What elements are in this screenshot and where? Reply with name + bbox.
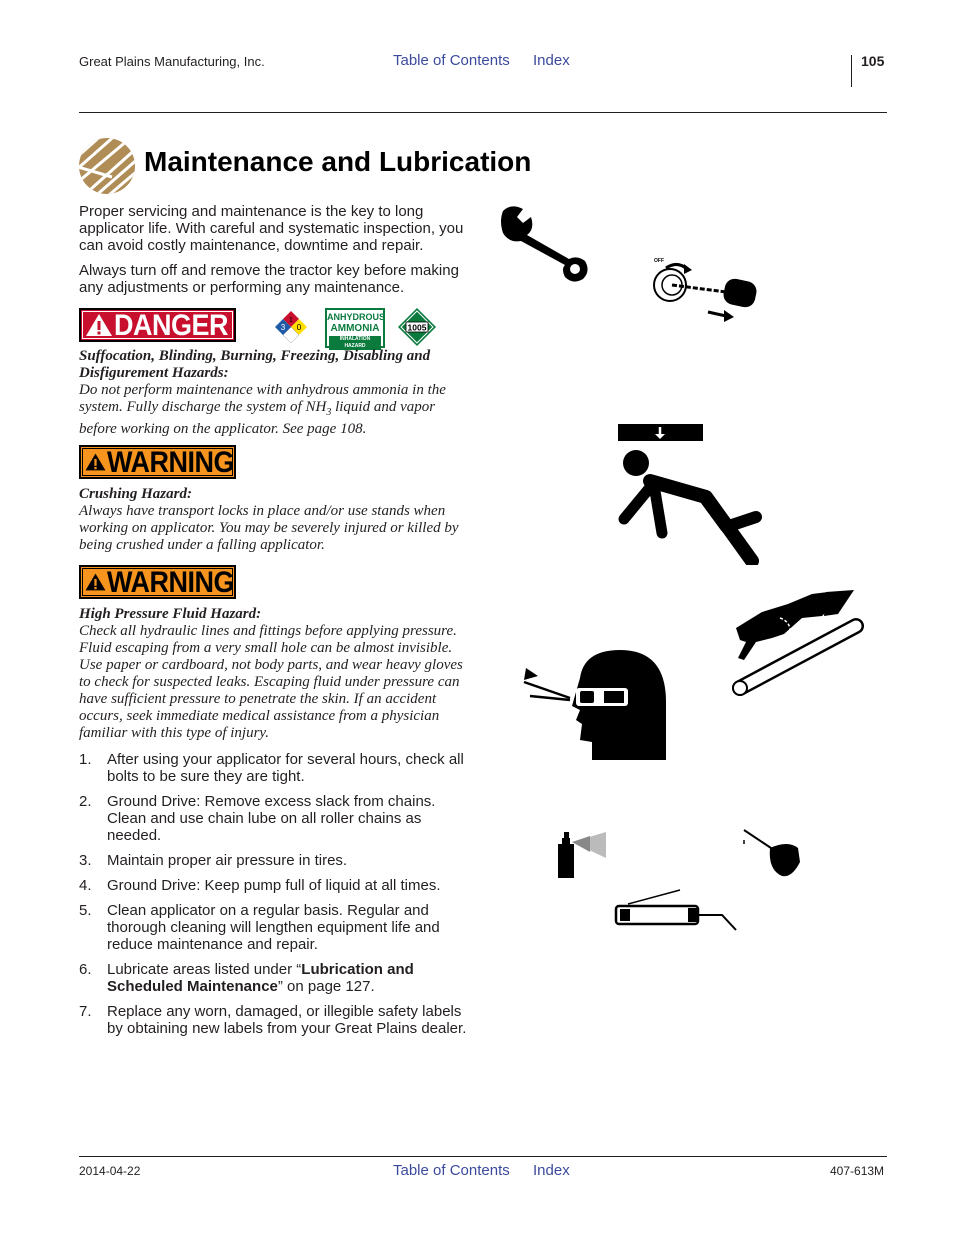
danger-signal-label <box>79 308 236 342</box>
eye-protection-icon <box>520 648 668 764</box>
nfpa-reactivity: 0 <box>296 323 302 332</box>
list-item-text: Clean applicator on a regular basis. Regular and thorough cleaning will lengthen equipment life and reduce maintenance and repair. <box>107 902 440 953</box>
list-item-number: 4. <box>79 877 92 894</box>
intro-paragraph: Proper servicing and maintenance is the key to long applicator life. With careful and systematic inspection, you can avoid costly maintenance, downtime and repair. <box>79 203 464 254</box>
un-placard-icon <box>397 307 437 347</box>
page-title: Maintenance and Lubrication <box>144 146 532 177</box>
header-toc-link[interactable]: Table of Contents <box>393 52 510 69</box>
grease-gun-icon <box>610 886 740 934</box>
list-item-number: 6. <box>79 961 92 978</box>
footer-date: 2014-04-22 <box>79 1164 141 1178</box>
fluid-injection-hand-icon <box>732 588 864 700</box>
list-item <box>79 961 474 995</box>
list-item <box>79 793 474 844</box>
list-item <box>79 1003 474 1037</box>
section-logo-icon <box>78 137 136 195</box>
alert-triangle-icon <box>84 449 107 475</box>
list-item-text: After using your applicator for several hours, check all bolts to be sure they are tight. <box>107 751 464 785</box>
ammonia-line3: INHALATION HAZARD <box>329 336 381 350</box>
hazard-body: Always have transport locks in place and/or use stands when working on applicator. You may be severely injured or killed by being crushed under a falling applicator. <box>79 503 459 553</box>
alert-triangle-icon <box>84 312 114 338</box>
list-item-text: Ground Drive: Keep pump full of liquid at all times. <box>107 877 441 894</box>
nfpa-health: 3 <box>280 323 286 332</box>
page-number: 105 <box>861 53 885 69</box>
warning-signal-label <box>79 565 236 599</box>
list-item-number: 2. <box>79 793 92 810</box>
list-item <box>79 877 474 894</box>
alert-triangle-icon <box>84 569 107 595</box>
footer-rule <box>79 1156 887 1157</box>
intro-paragraph: Always turn off and remove the tractor key before making any adjustments or performing any maintenance. <box>79 262 459 296</box>
hazard-body-text: Do not perform maintenance with anhydrous ammonia in the system. Fully discharge the system of NH <box>79 382 446 415</box>
ammonia-line1: ANHYDROUS <box>327 312 386 322</box>
header-company: Great Plains Manufacturing, Inc. <box>79 54 265 69</box>
header-rule <box>79 112 887 113</box>
list-item-text: Replace any worn, damaged, or illegible safety labels by obtaining new labels from your Great Plains dealer. <box>107 1003 467 1037</box>
hazard-body-text: liquid and vapor before working on the applicator. See page 108. <box>79 399 436 437</box>
warning-text: WARNING <box>107 444 234 478</box>
ammonia-label <box>325 308 385 348</box>
ammonia-line2: AMMONIA <box>330 323 380 334</box>
header-divider <box>851 55 852 87</box>
oil-can-icon <box>740 826 802 878</box>
list-item <box>79 852 474 869</box>
crushing-hazard-icon <box>616 423 766 565</box>
danger-text: DANGER <box>114 307 229 341</box>
list-item-number: 5. <box>79 902 92 919</box>
list-item-text-part: ” on page 127. <box>277 978 375 995</box>
header-index-link[interactable]: Index <box>533 52 570 69</box>
warning-text: WARNING <box>107 564 234 598</box>
warning-signal-label <box>79 445 236 479</box>
maintenance-steps-list <box>79 751 474 1045</box>
list-item-text-part: Lubricate areas listed under “ <box>107 961 302 978</box>
wrench-icon <box>497 203 591 283</box>
hazard-title: Crushing Hazard: <box>79 486 192 502</box>
list-item-text: Ground Drive: Remove excess slack from chains. Clean and use chain lube on all roller chains as needed. <box>107 793 436 844</box>
spray-can-icon <box>556 830 610 878</box>
ignition-key-icon <box>648 252 760 324</box>
nfpa-diamond-icon <box>274 310 308 344</box>
list-item-number: 7. <box>79 1003 92 1020</box>
list-item-number: 3. <box>79 852 92 869</box>
hazard-body: Check all hydraulic lines and fittings before applying pressure. Fluid escaping from a very small hole can be almost invisible. Use paper or cardboard, not body parts, and wear heavy gloves to check for suspected leaks. Escaping fluid under pressure can have sufficient pressure to penetrate the skin. If an accident occurs, seek immediate medical assistance from a physician familiar with this type of injury. <box>79 623 463 741</box>
hazard-title: Suffocation, Blinding, Burning, Freezing, Disabling and Disfigurement Hazards: <box>79 348 431 381</box>
list-item-number: 1. <box>79 751 92 768</box>
list-item <box>79 902 474 953</box>
hazard-body <box>79 382 469 438</box>
key-off-label: OFF <box>654 258 664 264</box>
hazard-title: High Pressure Fluid Hazard: <box>79 606 262 622</box>
footer-toc-link[interactable]: Table of Contents <box>393 1162 510 1179</box>
footer-doc-number: 407-613M <box>830 1164 885 1178</box>
un-number: 1005 <box>407 322 427 333</box>
hazard-body-subscript: 3 <box>326 407 332 418</box>
list-item-text: Maintain proper air pressure in tires. <box>107 852 348 869</box>
cross-reference: Lubrication and Scheduled Maintenance <box>107 961 414 995</box>
footer-index-link[interactable]: Index <box>533 1162 570 1179</box>
nfpa-flammability: 1 <box>289 317 293 324</box>
list-item-text <box>107 961 474 995</box>
list-item <box>79 751 474 785</box>
